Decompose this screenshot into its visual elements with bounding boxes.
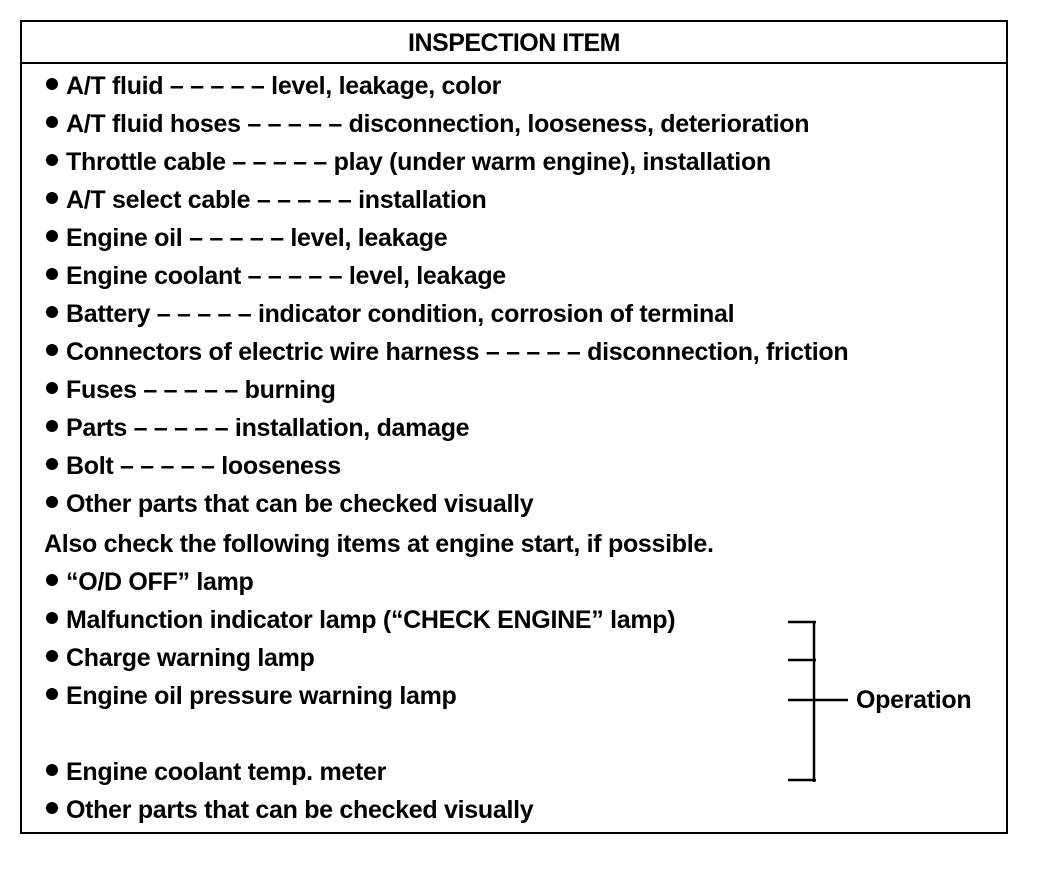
- inspection-item: Battery – – – – – indicator condition, corrosion of terminal: [46, 300, 734, 329]
- inspection-item: Other parts that can be checked visually: [46, 490, 533, 519]
- start-item: Other parts that can be checked visually: [46, 796, 533, 825]
- inspection-item: A/T select cable – – – – – installation: [46, 186, 486, 215]
- inspection-item: Engine oil – – – – – level, leakage: [46, 224, 447, 253]
- bullet-icon: [46, 606, 66, 635]
- bullet-icon: [46, 262, 66, 291]
- inspection-item: Throttle cable – – – – – play (under warm engine), installation: [46, 148, 771, 177]
- bullet-icon: [46, 682, 66, 711]
- bullet-icon: [46, 414, 66, 443]
- operation-label: Operation: [856, 686, 972, 714]
- inspection-table: [20, 20, 1008, 834]
- bullet-icon: [46, 148, 66, 177]
- bullet-icon: [46, 72, 66, 101]
- bullet-icon: [46, 758, 66, 787]
- bullet-icon: [46, 300, 66, 329]
- inspection-item: A/T fluid – – – – – level, leakage, color: [46, 72, 501, 101]
- engine-start-note: Also check the following items at engine start, if possible.: [44, 530, 714, 558]
- bullet-icon: [46, 644, 66, 673]
- bullet-icon: [46, 452, 66, 481]
- bullet-icon: [46, 376, 66, 405]
- start-item: Charge warning lamp: [46, 644, 315, 673]
- bullet-icon: [46, 796, 66, 825]
- inspection-item: Connectors of electric wire harness – – – – – disconnection, friction: [46, 338, 848, 367]
- bullet-icon: [46, 338, 66, 367]
- table-header: INSPECTION ITEM: [22, 22, 1006, 64]
- bullet-icon: [46, 568, 66, 597]
- start-item: Engine coolant temp. meter: [46, 758, 386, 787]
- start-item: Malfunction indicator lamp (“CHECK ENGINE” lamp): [46, 606, 675, 635]
- start-item: “O/D OFF” lamp: [46, 568, 253, 597]
- operation-bracket: [784, 618, 854, 788]
- bullet-icon: [46, 224, 66, 253]
- bullet-icon: [46, 490, 66, 519]
- inspection-item: Parts – – – – – installation, damage: [46, 414, 469, 443]
- inspection-item: Engine coolant – – – – – level, leakage: [46, 262, 506, 291]
- bullet-icon: [46, 110, 66, 139]
- inspection-item: A/T fluid hoses – – – – – disconnection, looseness, deterioration: [46, 110, 809, 139]
- start-item: Engine oil pressure warning lamp: [46, 682, 457, 711]
- inspection-item: Bolt – – – – – looseness: [46, 452, 341, 481]
- bullet-icon: [46, 186, 66, 215]
- inspection-item: Fuses – – – – – burning: [46, 376, 336, 405]
